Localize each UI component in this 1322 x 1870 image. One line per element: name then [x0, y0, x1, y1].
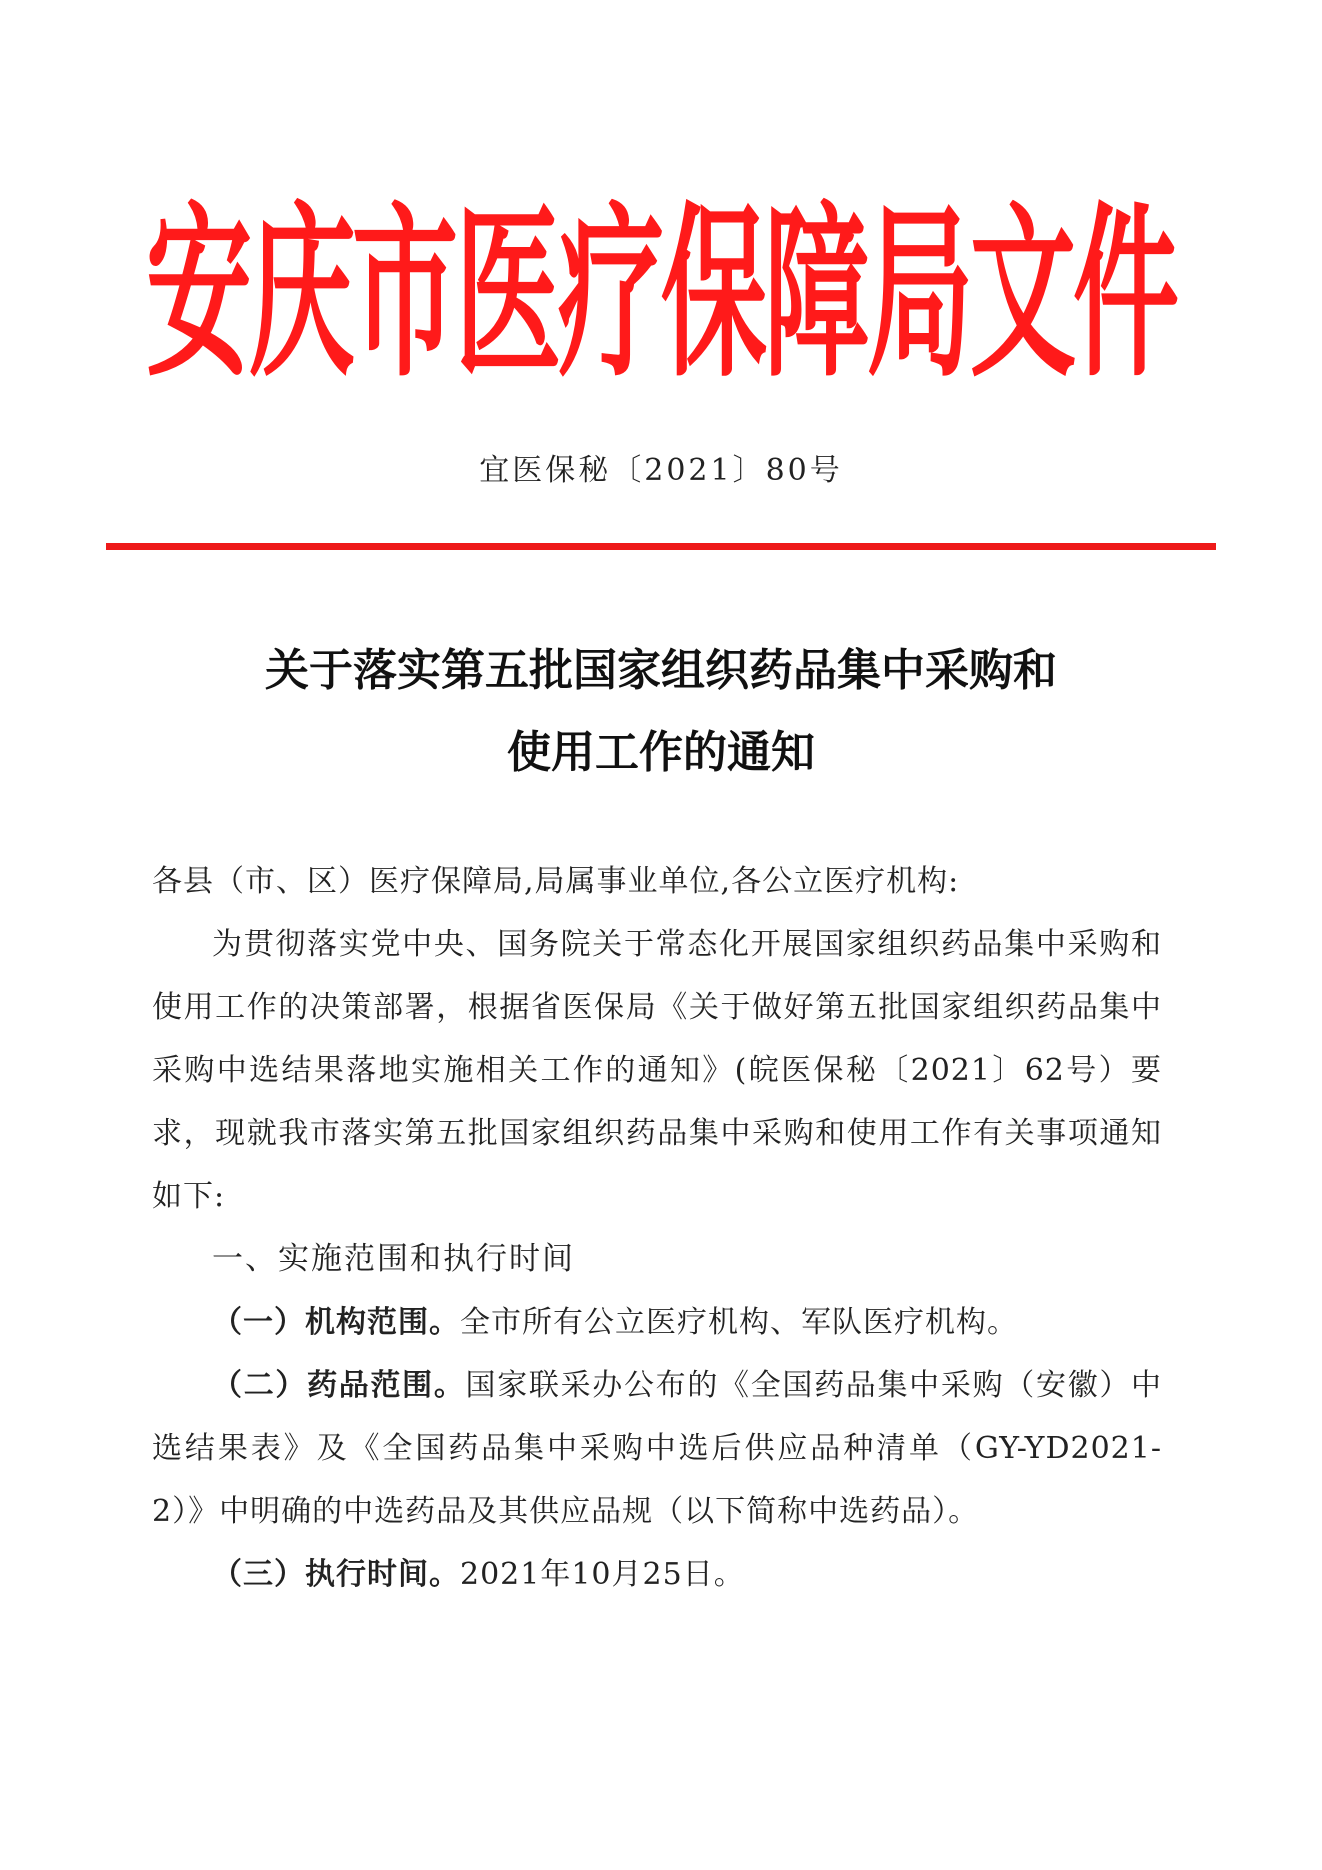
- item-2-text: 国家联采办公布的《全国药品集中采购（安徽）中选结果表》及《全国药品集中采购中选后供应品种清单（GY-YD2021-2）》中明确的中选药品及其供应品规（以下简称中选药品）。: [152, 1368, 1163, 1529]
- notice-title-line-2: 使用工作的通知: [507, 727, 815, 778]
- item-1-lead: （一）机构范围。: [212, 1305, 460, 1340]
- document-number: 宜医保秘〔2021〕80号: [479, 453, 843, 488]
- item-3-text: 2021年10月25日。: [460, 1557, 745, 1592]
- item-3-lead: （三）执行时间。: [212, 1557, 460, 1592]
- notice-title: [0, 630, 1322, 794]
- intro-paragraph: 为贯彻落实党中央、国务院关于常态化开展国家组织药品集中采购和使用工作的决策部署，根据省医保局《关于做好第五批国家组织药品集中采购中选结果落地实施相关工作的通知》(皖医保秘〔2021〕62号）要求，现就我市落实第五批国家组织药品集中采购和使用工作有关事项通知如下:: [152, 927, 1162, 1214]
- red-divider-line: [106, 543, 1216, 550]
- notice-body: [152, 850, 1162, 1606]
- item-1-text: 全市所有公立医疗机构、军队医疗机构。: [460, 1305, 1018, 1340]
- item-drug-scope: [152, 1354, 1162, 1543]
- document-masthead: [0, 175, 1322, 415]
- notice-title-line-1: 关于落实第五批国家组织药品集中采购和: [265, 645, 1057, 696]
- item-2-lead: （二）药品范围。: [212, 1368, 466, 1403]
- item-institution-scope: [152, 1291, 1162, 1354]
- salutation: 各县（市、区）医疗保障局,局属事业单位,各公立医疗机构:: [152, 864, 960, 899]
- section-heading-1: 一、实施范围和执行时间: [212, 1241, 575, 1277]
- masthead-title: 安庆市医疗保障局文件: [146, 186, 1176, 402]
- item-execution-time: [152, 1543, 1162, 1606]
